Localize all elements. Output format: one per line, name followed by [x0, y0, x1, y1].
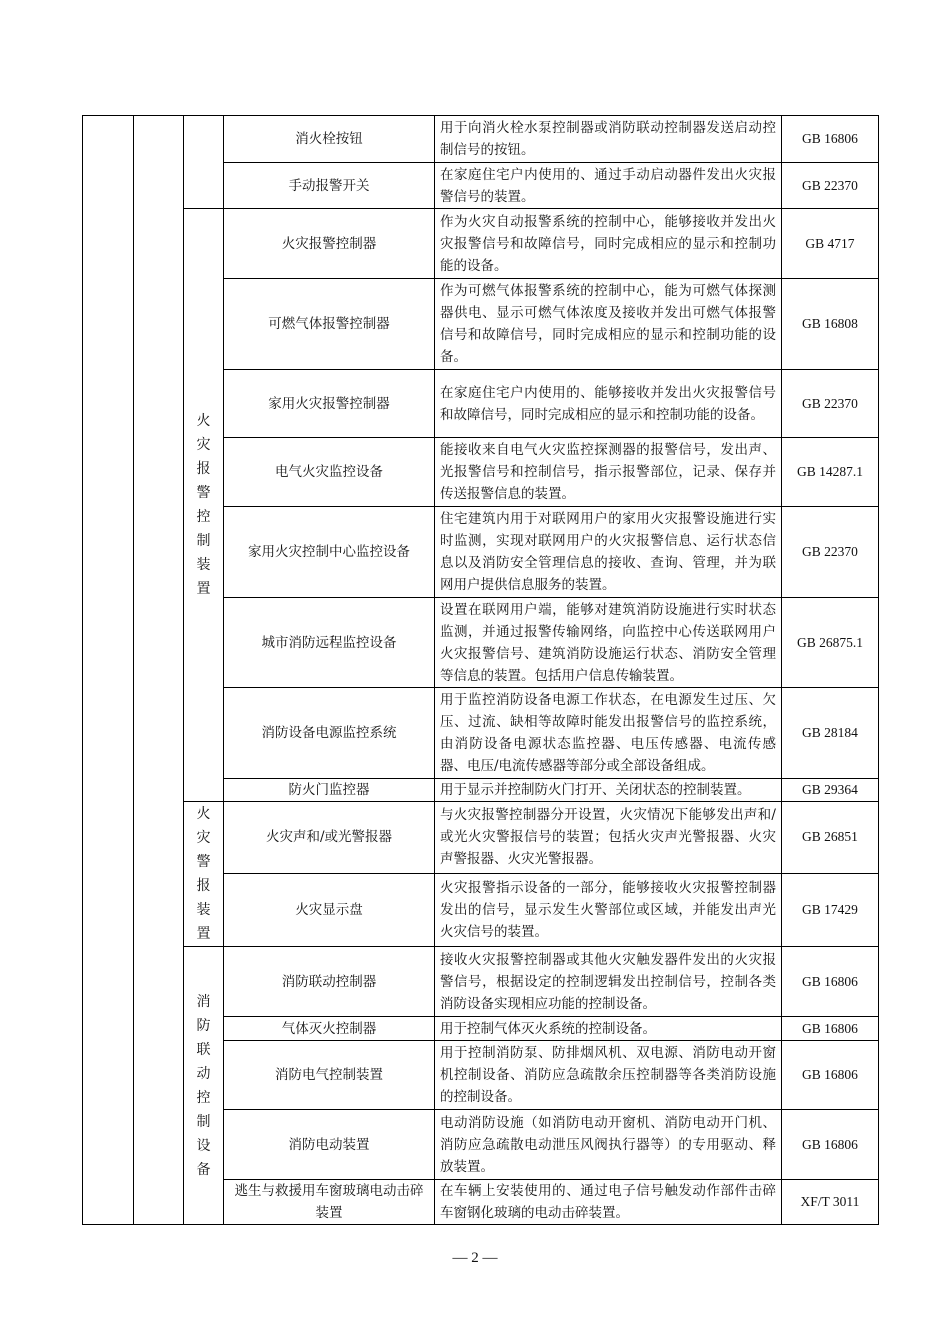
- product-description: 用于向消火栓水泵控制器或消防联动控制器发送启动控制信号的按钮。: [435, 116, 782, 163]
- product-description: 用于控制气体灭火系统的控制设备。: [435, 1017, 782, 1041]
- product-description: 与火灾报警控制器分开设置，火灾情况下能够发出声和/或光火灾警报信号的装置；包括火灾声光警报器、火灾声警报器、火灾光警报器。: [435, 802, 782, 874]
- standard-code: GB 16806: [782, 1017, 879, 1041]
- standard-code: GB 16806: [782, 1041, 879, 1110]
- product-description: 在家庭住宅户内使用的、能够接收并发出火灾报警信号和故障信号，同时完成相应的显示和控制功能的设备。: [435, 370, 782, 438]
- product-name: 火灾显示盘: [224, 873, 435, 946]
- page-number: — 2 —: [452, 1250, 498, 1266]
- product-description: 住宅建筑内用于对联网用户的家用火灾报警设施进行实时监测，实现对联网用户的火灾报警信息、运行状态信息以及消防安全管理信息的接收、查询、管理，并为联网用户提供信息服务的装置。: [435, 507, 782, 598]
- standard-code: GB 28184: [782, 688, 879, 779]
- outer-category-cell-2: [134, 116, 184, 1225]
- product-name: 电气火灾监控设备: [224, 438, 435, 507]
- standard-code: GB 22370: [782, 163, 879, 209]
- product-name: 火灾声和/或光警报器: [224, 802, 435, 874]
- standard-code: GB 16806: [782, 1110, 879, 1180]
- product-name: 消防电动装置: [224, 1110, 435, 1180]
- table-row: [83, 947, 879, 1017]
- standard-code: GB 26851: [782, 802, 879, 874]
- product-name: 气体灭火控制器: [224, 1017, 435, 1041]
- standard-code: GB 14287.1: [782, 438, 879, 507]
- standards-table: [82, 115, 879, 1225]
- product-name: 城市消防远程监控设备: [224, 598, 435, 688]
- product-name: 逃生与救援用车窗玻璃电动击碎装置: [224, 1180, 435, 1225]
- product-name: 手动报警开关: [224, 163, 435, 209]
- category-fire-alarm-device: [184, 802, 224, 947]
- category-label: 消防联动控制设备: [196, 993, 211, 1178]
- product-name: 火灾报警控制器: [224, 209, 435, 279]
- product-description: 能接收来自电气火灾监控探测器的报警信号，发出声、光报警信号和控制信号，指示报警部位，记录、保存并传送报警信息的装置。: [435, 438, 782, 507]
- standard-code: GB 4717: [782, 209, 879, 279]
- product-name: 消防联动控制器: [224, 947, 435, 1017]
- standard-code: GB 22370: [782, 370, 879, 438]
- table-row: [83, 209, 879, 279]
- outer-category-cell-1: [83, 116, 134, 1225]
- standard-code: GB 16806: [782, 947, 879, 1017]
- category-cell-continued: [184, 116, 224, 209]
- product-description: 火灾报警指示设备的一部分，能够接收火灾报警控制器发出的信号，显示发生火警部位或区域，并能发出声光火灾信号的装置。: [435, 873, 782, 946]
- product-name: 可燃气体报警控制器: [224, 279, 435, 370]
- product-description: 作为可燃气体报警系统的控制中心，能为可燃气体探测器供电、显示可燃气体浓度及接收并发出可燃气体报警信号和故障信号，同时完成相应的显示和控制功能的设备。: [435, 279, 782, 370]
- product-name: 消火栓按钮: [224, 116, 435, 163]
- product-name: 家用火灾报警控制器: [224, 370, 435, 438]
- standard-code: GB 16808: [782, 279, 879, 370]
- product-name: 消防电气控制装置: [224, 1041, 435, 1110]
- standard-code: GB 29364: [782, 779, 879, 802]
- standard-code: GB 22370: [782, 507, 879, 598]
- product-description: 用于控制消防泵、防排烟风机、双电源、消防电动开窗机控制设备、消防应急疏散余压控制器等各类消防设施的控制设备。: [435, 1041, 782, 1110]
- product-description: 作为火灾自动报警系统的控制中心，能够接收并发出火灾报警信号和故障信号，同时完成相应的显示和控制功能的设备。: [435, 209, 782, 279]
- product-description: 用于显示并控制防火门打开、关闭状态的控制装置。: [435, 779, 782, 802]
- product-description: 电动消防设施（如消防电动开窗机、消防电动开门机、消防应急疏散电动泄压风阀执行器等）的专用驱动、释放装置。: [435, 1110, 782, 1180]
- product-name: 防火门监控器: [224, 779, 435, 802]
- category-label: 火灾报警控制装置: [196, 413, 211, 597]
- product-description: 在车辆上安装使用的、通过电子信号触发动作部件击碎车窗钢化玻璃的电动击碎装置。: [435, 1180, 782, 1225]
- product-description: 用于监控消防设备电源工作状态，在电源发生过压、欠压、过流、缺相等故障时能发出报警信号的监控系统，由消防设备电源状态监控器、电压传感器、电流传感器、电压/电流传感器等部分或全部设备组成。: [435, 688, 782, 779]
- product-name: 家用火灾控制中心监控设备: [224, 507, 435, 598]
- table-row: [83, 802, 879, 874]
- product-name: 消防设备电源监控系统: [224, 688, 435, 779]
- product-description: 设置在联网用户端，能够对建筑消防设施进行实时状态监测，并通过报警传输网络，向监控中心传送联网用户火灾报警信号、建筑消防设施运行状态、消防安全管理等信息的装置。包括用户信息传输装置。: [435, 598, 782, 688]
- standard-code: GB 26875.1: [782, 598, 879, 688]
- product-description: 在家庭住宅户内使用的、通过手动启动器件发出火灾报警信号的装置。: [435, 163, 782, 209]
- product-description: 接收火灾报警控制器或其他火灾触发器件发出的火灾报警信号，根据设定的控制逻辑发出控制信号，控制各类消防设备实现相应功能的控制设备。: [435, 947, 782, 1017]
- table-row: [83, 116, 879, 163]
- standard-code: GB 17429: [782, 873, 879, 946]
- category-linkage-control: [184, 947, 224, 1225]
- category-label: 火灾警报装置: [196, 806, 211, 942]
- standard-code: XF/T 3011: [782, 1180, 879, 1225]
- standard-code: GB 16806: [782, 116, 879, 163]
- category-fire-alarm-control: [184, 209, 224, 802]
